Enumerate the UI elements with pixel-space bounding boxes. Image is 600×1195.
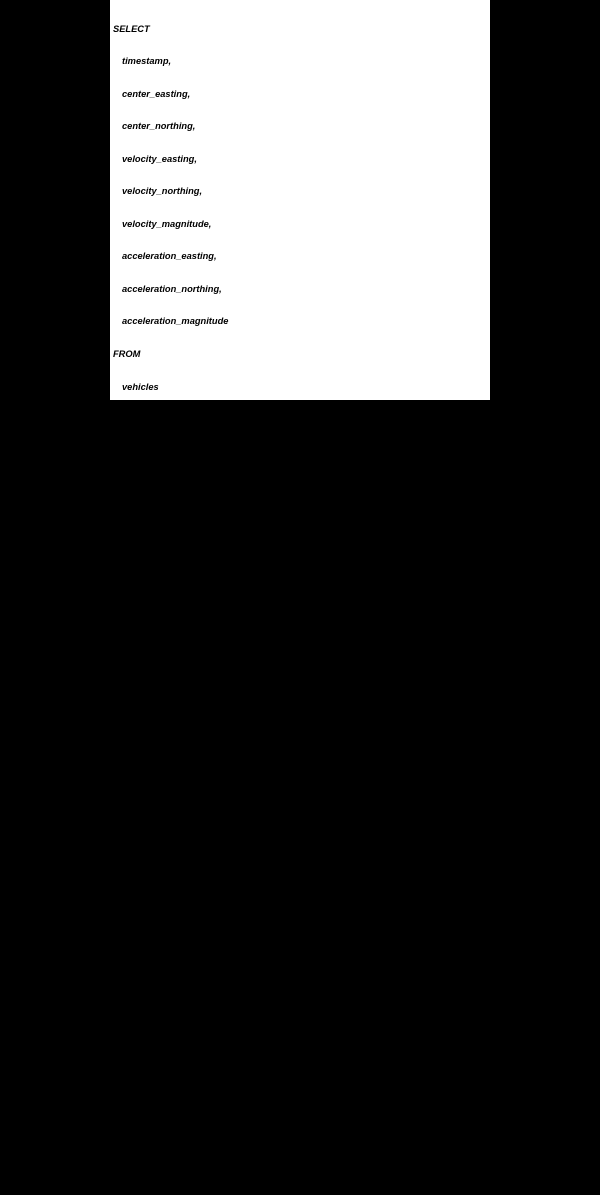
column-line: velocity_northing,: [122, 186, 203, 197]
select-keyword: SELECT: [113, 23, 150, 34]
column-line: acceleration_easting,: [122, 251, 217, 262]
condition-line: AND center_northing = 5792784.4887500005: [122, 511, 317, 522]
condition-line: strftime('%H:%M:%S', timestamp) = '00:01:17': [122, 446, 323, 457]
column-line: center_northing,: [122, 739, 196, 750]
blank-line: [113, 609, 495, 620]
column-line: acceleration_easting,: [122, 869, 217, 880]
document-page: [110, 0, 496, 1173]
column-line: acceleration_magnitude: [122, 316, 229, 327]
column-line: velocity_easting,: [122, 153, 197, 164]
condition-line: AND center_easting = 604739.287: [122, 479, 271, 490]
where-keyword: WHERE: [113, 1032, 148, 1043]
condition-line: AND NOT (center_easting = 604739.287 AND center_northing = 5792784.4887500005): [122, 1162, 496, 1173]
column-line: acceleration_magnitude: [122, 934, 229, 945]
from-keyword: FROM: [113, 349, 141, 359]
column-line: center_easting,: [122, 88, 191, 99]
table-name: vehicles: [122, 999, 159, 1010]
condition-line: AND ((center_easting BETWEEN 604639.287 AND 604839.287): [122, 1097, 395, 1108]
column-line: velocity_northing,: [122, 804, 203, 815]
column-line: timestamp,: [122, 674, 172, 685]
column-line: acceleration_northing,: [122, 902, 222, 913]
select-keyword: SELECT: [113, 641, 150, 652]
table-name: vehicles: [122, 381, 159, 392]
column-line: center_easting,: [122, 706, 191, 717]
column-line: acceleration_northing,: [122, 283, 222, 294]
column-line: velocity_magnitude,: [122, 218, 212, 229]
column-line: velocity_magnitude,: [122, 836, 212, 847]
sql-query: [113, 2, 495, 1195]
blank-line: [113, 544, 495, 555]
condition-line: AND (center_northing BETWEEN 5792684.4887500005 AND 5792884.4887500005)): [122, 1129, 483, 1140]
column-line: velocity_easting,: [122, 771, 197, 782]
column-line: timestamp,: [122, 56, 172, 67]
condition-line: strftime('%H:%M:%S', timestamp) = '00:01:17': [122, 1064, 323, 1075]
column-line: center_northing,: [122, 121, 196, 132]
union-keyword: UNION ALL: [113, 576, 164, 587]
where-keyword: WHERE: [113, 414, 148, 425]
from-keyword: FROM: [113, 967, 141, 978]
